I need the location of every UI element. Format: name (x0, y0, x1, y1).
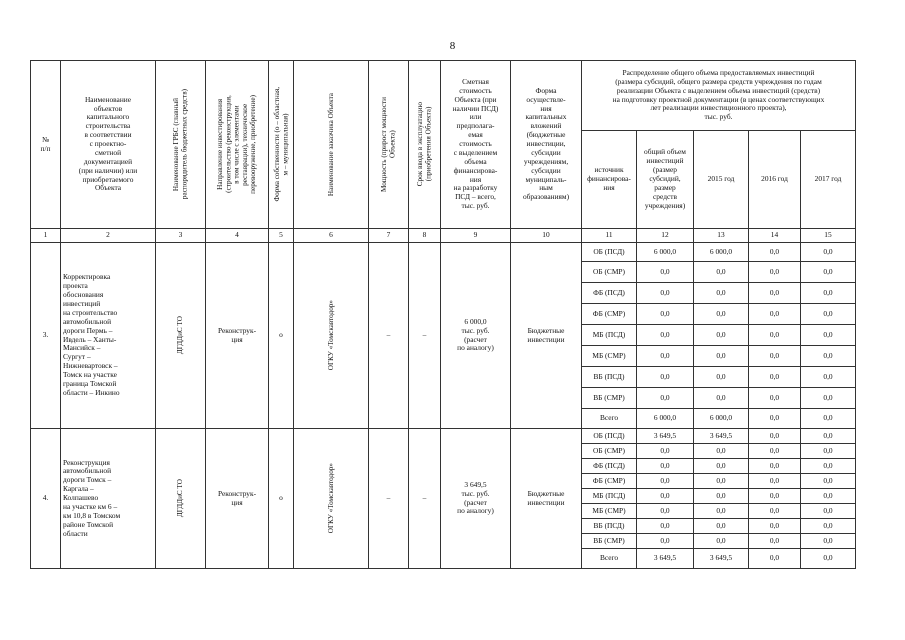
value-2015: 0,0 (694, 534, 749, 549)
value-2016: 0,0 (749, 409, 801, 429)
funding-source: МБ (СМР) (582, 346, 637, 367)
total-volume: 0,0 (637, 459, 694, 474)
object-name: Корректировка проекта обоснования инвестиций на строительство автомобильной дороги Пермь – Ивдель – Ханты- Мансийск – Сургут – Нижневартовск – Томск на участке граница Томской области – Инкино (61, 243, 156, 429)
value-2015: 3 649,5 (694, 429, 749, 444)
funding-source: МБ (ПСД) (582, 325, 637, 346)
object-ownership: о (269, 429, 294, 569)
value-2017: 0,0 (801, 489, 856, 504)
funding-source: ФБ (СМР) (582, 304, 637, 325)
value-2015: 0,0 (694, 504, 749, 519)
investment-table (30, 60, 856, 569)
header-cost: Сметная стоимость Объекта (при наличии ПСД) или предполага- емая стоимость с выделением объема финансирова- ния на разработку ПСД – всего, тыс. руб. (441, 61, 511, 229)
total-volume: 0,0 (637, 304, 694, 325)
header-2016: 2016 год (749, 131, 801, 229)
financing-row (31, 429, 856, 444)
column-number-row (31, 229, 856, 243)
header-num: № п/п (31, 61, 61, 229)
header-total-volume: общий объем инвестиций (размер субсидий, размер средств учреждения) (637, 131, 694, 229)
object-grbs: ДГДДиС ТО (156, 243, 206, 429)
column-number: 14 (749, 229, 801, 243)
total-volume: 6 000,0 (637, 409, 694, 429)
value-2017: 0,0 (801, 534, 856, 549)
object-number: 4. (31, 429, 61, 569)
value-2017: 0,0 (801, 283, 856, 304)
header-ownership: Форма собственности (о – областная, м – муниципальная) (269, 61, 294, 229)
value-2017: 0,0 (801, 304, 856, 325)
header-term: Срок ввода в эксплуатацию (приобретения Объекта) (409, 61, 441, 229)
column-number: 13 (694, 229, 749, 243)
total-volume: 3 649,5 (637, 549, 694, 569)
total-volume: 0,0 (637, 388, 694, 409)
value-2016: 0,0 (749, 283, 801, 304)
value-2016: 0,0 (749, 474, 801, 489)
value-2016: 0,0 (749, 459, 801, 474)
header-source: источник финансирова- ния (582, 131, 637, 229)
value-2017: 0,0 (801, 519, 856, 534)
total-volume: 0,0 (637, 367, 694, 388)
funding-source: ВБ (ПСД) (582, 367, 637, 388)
value-2015: 0,0 (694, 367, 749, 388)
object-capacity: – (369, 429, 409, 569)
value-2017: 0,0 (801, 325, 856, 346)
value-2015: 6 000,0 (694, 409, 749, 429)
value-2017: 0,0 (801, 474, 856, 489)
value-2017: 0,0 (801, 504, 856, 519)
total-volume: 0,0 (637, 283, 694, 304)
value-2017: 0,0 (801, 549, 856, 569)
funding-source: ВБ (СМР) (582, 534, 637, 549)
funding-source: ВБ (ПСД) (582, 519, 637, 534)
total-volume: 0,0 (637, 489, 694, 504)
object-form: Бюджетные инвестиции (511, 429, 582, 569)
value-2016: 0,0 (749, 367, 801, 388)
value-2017: 0,0 (801, 444, 856, 459)
header-capacity: Мощность (прирост мощности Объекта) (369, 61, 409, 229)
value-2015: 0,0 (694, 489, 749, 504)
value-2016: 0,0 (749, 388, 801, 409)
value-2016: 0,0 (749, 429, 801, 444)
value-2016: 0,0 (749, 243, 801, 262)
value-2016: 0,0 (749, 262, 801, 283)
object-number: 3. (31, 243, 61, 429)
value-2016: 0,0 (749, 304, 801, 325)
value-2017: 0,0 (801, 243, 856, 262)
value-2017: 0,0 (801, 388, 856, 409)
value-2016: 0,0 (749, 504, 801, 519)
value-2015: 0,0 (694, 304, 749, 325)
value-2016: 0,0 (749, 346, 801, 367)
object-grbs: ДГДДиС ТО (156, 429, 206, 569)
value-2015: 0,0 (694, 262, 749, 283)
funding-source: МБ (ПСД) (582, 489, 637, 504)
column-number: 5 (269, 229, 294, 243)
value-2016: 0,0 (749, 489, 801, 504)
funding-source: Всего (582, 549, 637, 569)
value-2015: 0,0 (694, 346, 749, 367)
object-capacity: – (369, 243, 409, 429)
value-2017: 0,0 (801, 409, 856, 429)
value-2017: 0,0 (801, 262, 856, 283)
column-number: 8 (409, 229, 441, 243)
header-name: Наименование объектов капитального строительства в соответствии с проектно- сметной документацией (при наличии) или приобретаемого Объекта (61, 61, 156, 229)
funding-source: ОБ (ПСД) (582, 243, 637, 262)
object-cost: 3 649,5 тыс. руб. (расчет по аналогу) (441, 429, 511, 569)
total-volume: 0,0 (637, 262, 694, 283)
object-name: Реконструкция автомобильной дороги Томск – Каргала – Колпашево на участке км 6 – км 10,8 в Томском районе Томской области (61, 429, 156, 569)
value-2016: 0,0 (749, 534, 801, 549)
column-number: 9 (441, 229, 511, 243)
value-2015: 0,0 (694, 474, 749, 489)
object-customer: ОГКУ «Томскавтодор» (294, 243, 369, 429)
object-term: – (409, 243, 441, 429)
financing-row (31, 243, 856, 262)
value-2015: 6 000,0 (694, 243, 749, 262)
total-volume: 0,0 (637, 519, 694, 534)
funding-source: Всего (582, 409, 637, 429)
object-cost: 6 000,0 тыс. руб. (расчет по аналогу) (441, 243, 511, 429)
header-row-1 (31, 61, 856, 131)
funding-source: МБ (СМР) (582, 504, 637, 519)
object-direction: Реконструк- ция (206, 429, 269, 569)
value-2015: 0,0 (694, 444, 749, 459)
column-number: 2 (61, 229, 156, 243)
total-volume: 0,0 (637, 474, 694, 489)
header-form: Форма осуществле- ния капитальных вложений (бюджетные инвестиции, субсидии учреждениям, субсидии муниципаль- ным образованиям) (511, 61, 582, 229)
object-form: Бюджетные инвестиции (511, 243, 582, 429)
funding-source: ОБ (ПСД) (582, 429, 637, 444)
total-volume: 0,0 (637, 534, 694, 549)
value-2015: 0,0 (694, 325, 749, 346)
column-number: 7 (369, 229, 409, 243)
value-2015: 0,0 (694, 388, 749, 409)
value-2015: 0,0 (694, 459, 749, 474)
funding-source: ВБ (СМР) (582, 388, 637, 409)
header-customer: Наименование заказчика Объекта (294, 61, 369, 229)
value-2017: 0,0 (801, 367, 856, 388)
object-customer: ОГКУ «Томскавтодор» (294, 429, 369, 569)
total-volume: 0,0 (637, 346, 694, 367)
total-volume: 6 000,0 (637, 243, 694, 262)
funding-source: ОБ (СМР) (582, 262, 637, 283)
total-volume: 0,0 (637, 325, 694, 346)
object-ownership: о (269, 243, 294, 429)
column-number: 12 (637, 229, 694, 243)
value-2016: 0,0 (749, 549, 801, 569)
funding-source: ФБ (ПСД) (582, 459, 637, 474)
page-number: 8 (449, 40, 456, 52)
value-2016: 0,0 (749, 444, 801, 459)
column-number: 4 (206, 229, 269, 243)
column-number: 6 (294, 229, 369, 243)
funding-source: ФБ (ПСД) (582, 283, 637, 304)
value-2017: 0,0 (801, 429, 856, 444)
column-number: 11 (582, 229, 637, 243)
column-number: 3 (156, 229, 206, 243)
column-number: 15 (801, 229, 856, 243)
total-volume: 0,0 (637, 444, 694, 459)
value-2015: 0,0 (694, 519, 749, 534)
value-2017: 0,0 (801, 459, 856, 474)
header-2015: 2015 год (694, 131, 749, 229)
value-2015: 3 649,5 (694, 549, 749, 569)
column-number: 1 (31, 229, 61, 243)
value-2017: 0,0 (801, 346, 856, 367)
value-2016: 0,0 (749, 325, 801, 346)
funding-source: ОБ (СМР) (582, 444, 637, 459)
object-direction: Реконструк- ция (206, 243, 269, 429)
header-grbs: Наименование ГРБС (главный распорядитель бюджетных средств) (156, 61, 206, 229)
value-2016: 0,0 (749, 519, 801, 534)
header-direction: Направление инвестирования (строительство (реконструкция, в том числе с элементами реставрации), техническое перевооружение, приобретение) (206, 61, 269, 229)
object-term: – (409, 429, 441, 569)
header-2017: 2017 год (801, 131, 856, 229)
header-distribution: Распределение общего объема предоставляемых инвестиций (размера субсидий, общего размера средств учреждения по годам реализации Объекта с выделением объема инвестиций (средств) на подготовку проектной документации (в ценах соответствующих лет реализации инвестиционного проекта), тыс. руб. (582, 61, 856, 131)
value-2015: 0,0 (694, 283, 749, 304)
funding-source: ФБ (СМР) (582, 474, 637, 489)
total-volume: 3 649,5 (637, 429, 694, 444)
column-number: 10 (511, 229, 582, 243)
total-volume: 0,0 (637, 504, 694, 519)
